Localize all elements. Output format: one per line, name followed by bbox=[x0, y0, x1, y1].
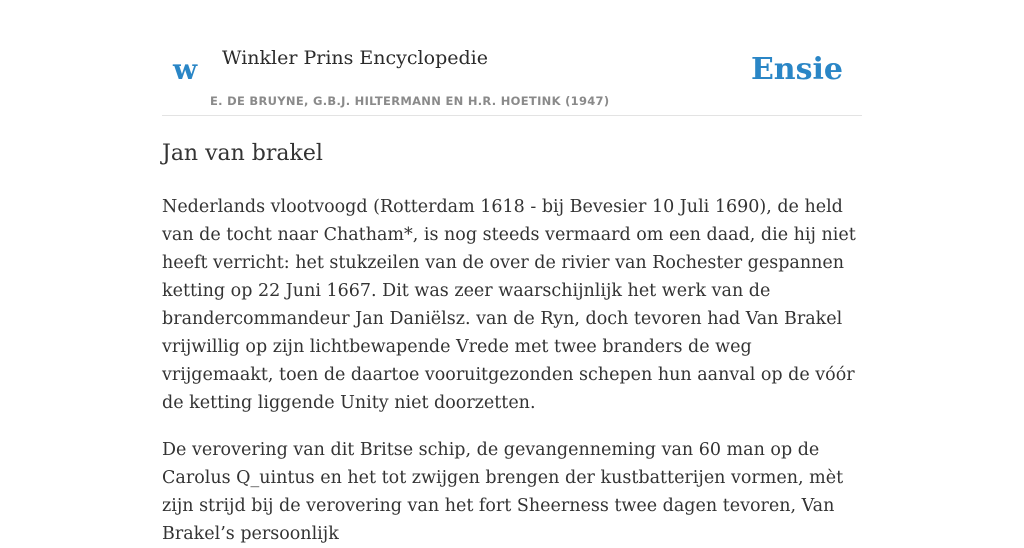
winkler-prins-logo-icon[interactable]: w bbox=[173, 53, 198, 86]
article-title: Jan van brakel bbox=[162, 141, 323, 166]
article-paragraph: De verovering van dit Britse schip, de gevangenneming van 60 man op de Carolus Q_uintus en het tot zwijgen brengen der kustbatterijen vormen, mèt zijn strijd bij de verovering van het fort Sheerness twee dagen tevoren, Van Brakel’s persoonlijk bbox=[162, 440, 844, 544]
source-title[interactable]: Winkler Prins Encyclopedie bbox=[222, 47, 488, 69]
source-authors: E. DE BRUYNE, G.B.J. HILTERMANN EN H.R. HOETINK (1947) bbox=[210, 94, 610, 108]
article bbox=[162, 138, 866, 548]
source-header bbox=[162, 40, 862, 116]
ensie-brand-link[interactable]: Ensie bbox=[750, 52, 843, 87]
article-paragraph: Nederlands vlootvoogd (Rotterdam 1618 - bij Bevesier 10 Juli 1690), de held van de tocht naar Chatham*, is nog steeds vermaard om een daad, die hij niet heeft verricht: het stukzeilen van de over de rivier van Rochester gespannen ketting op 22 Juni 1667. Dit was zeer waarschijnlijk het werk van de brandercommandeur Jan Daniëlsz. van de Ryn, doch tevoren had Van Brakel vrijwillig op zijn lichtbewapende Vrede met twee branders de weg vrijgemaakt, toen de daartoe vooruitgezonden schepen hun aanval op de vóór de ketting liggende Unity niet doorzetten. bbox=[162, 197, 856, 413]
